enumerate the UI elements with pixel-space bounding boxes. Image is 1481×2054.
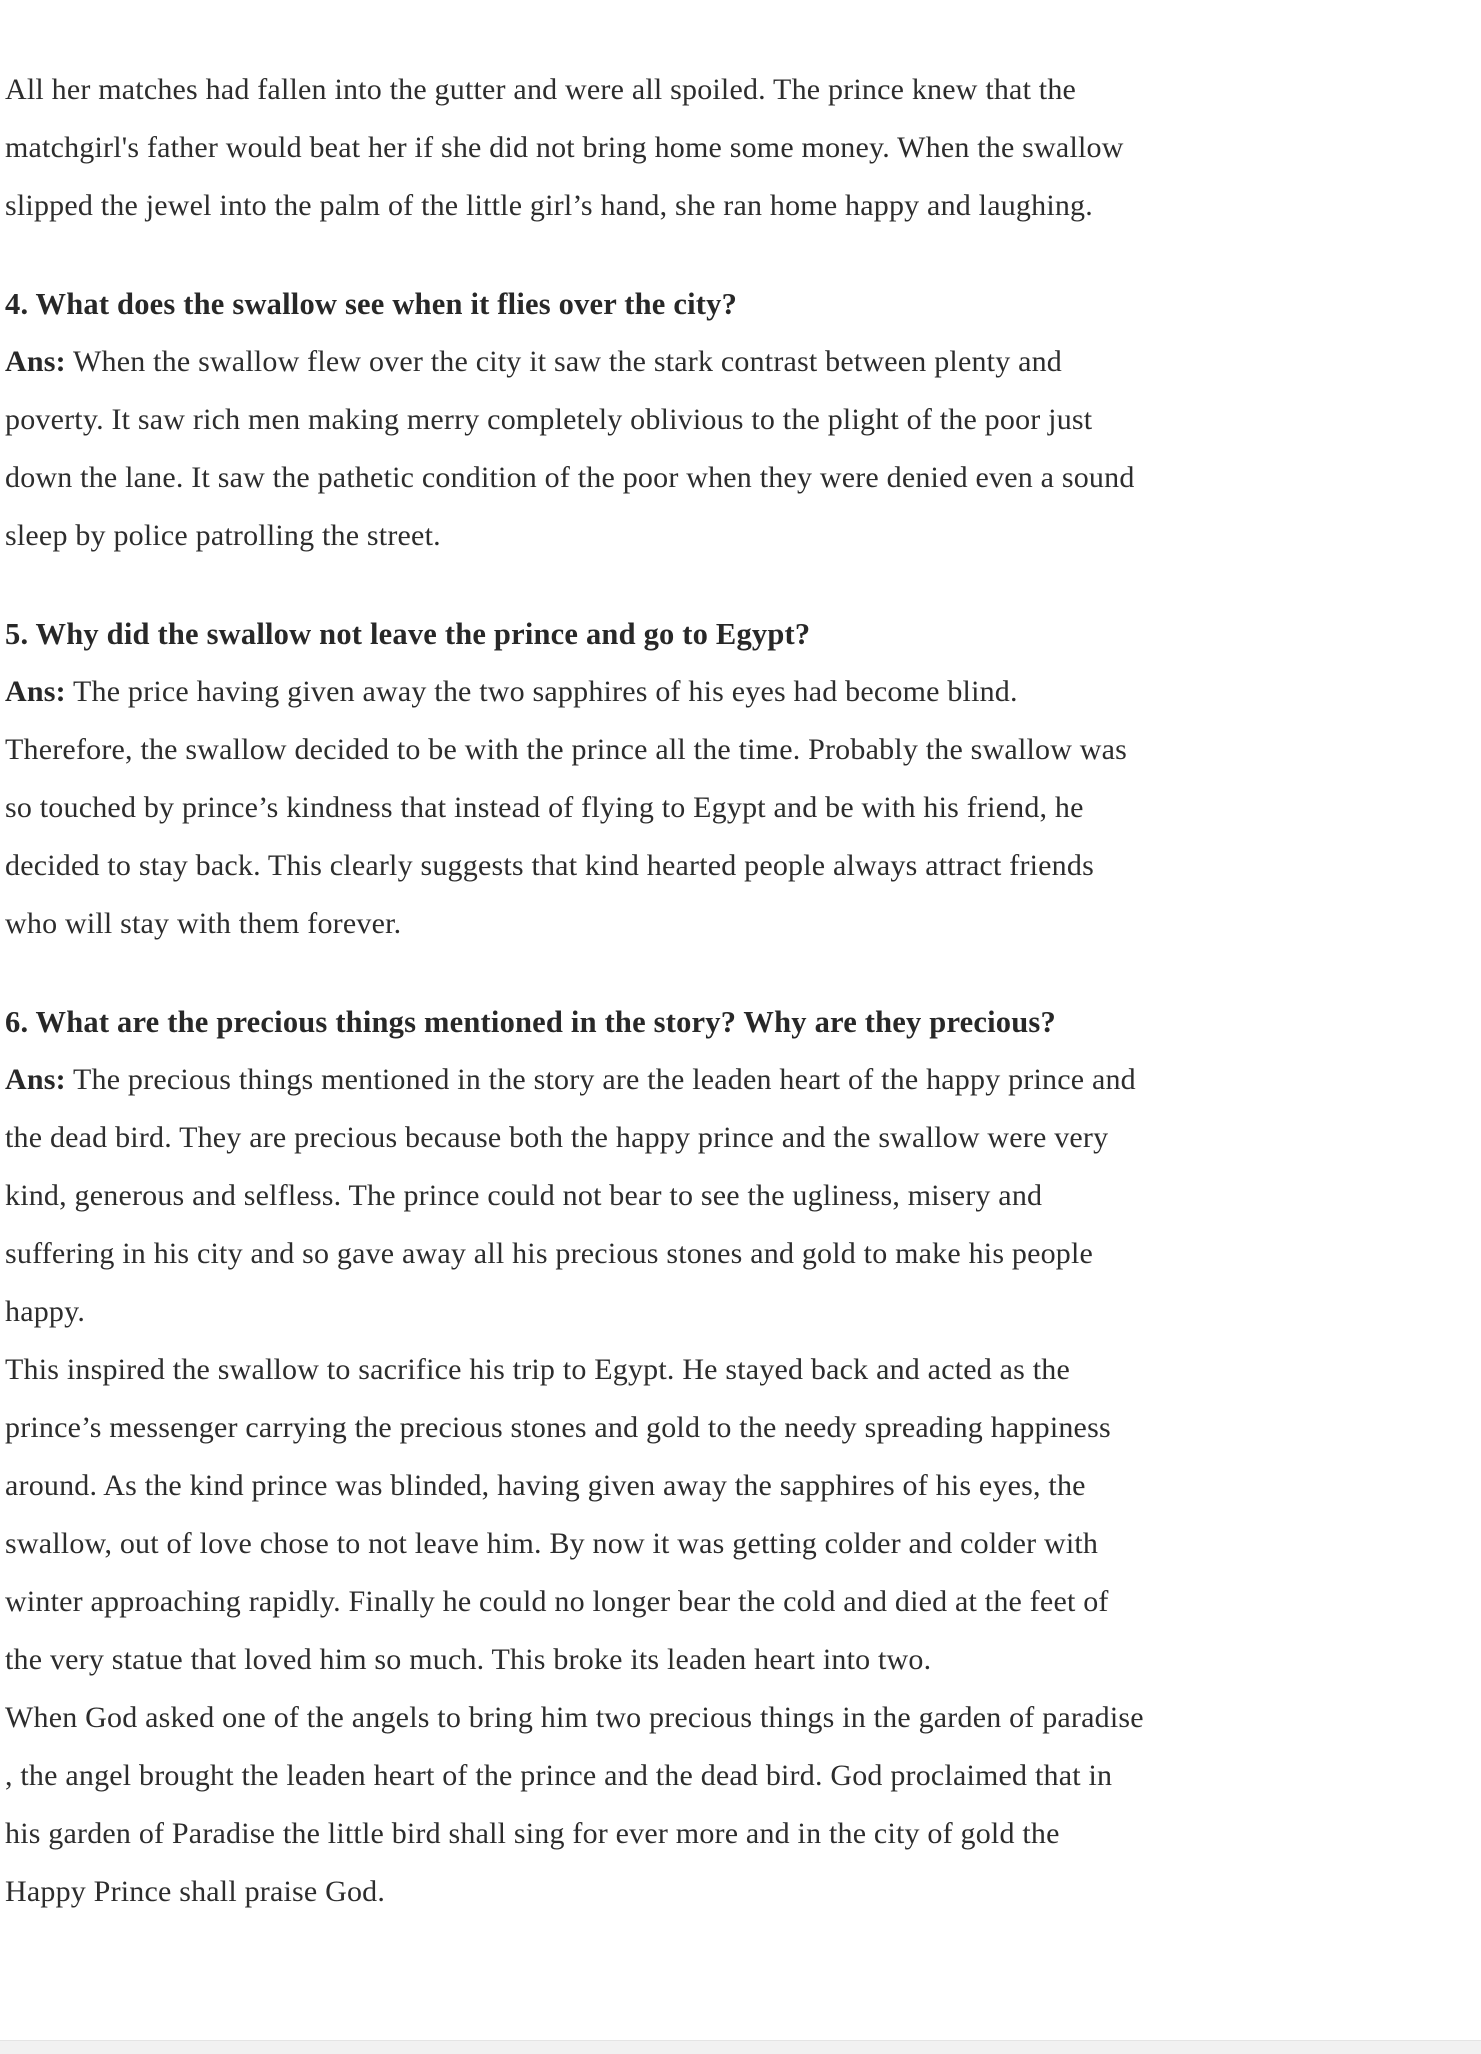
answer-paragraph [5, 1051, 1475, 1921]
page-bottom-bar [0, 2040, 1481, 2054]
text-line: All her matches had fallen into the gutter and were all spoiled. The prince knew that the [5, 73, 1077, 106]
text-line: prince’s messenger carrying the precious stones and gold to the needy spreading happiness [5, 1411, 1111, 1444]
text-line: swallow, out of love chose to not leave him. By now it was getting colder and colder with [5, 1527, 1099, 1560]
text-line: kind, generous and selfless. The prince could not bear to see the ugliness, misery and [5, 1179, 1043, 1212]
text-line: happy. [5, 1295, 86, 1328]
answer-label: Ans: [5, 345, 66, 378]
answer-label: Ans: [5, 1063, 66, 1096]
text-line: decided to stay back. This clearly suggests that kind hearted people always attract friends [5, 849, 1094, 882]
text-line: the very statue that loved him so much. This broke its leaden heart into two. [5, 1643, 932, 1676]
text-line: winter approaching rapidly. Finally he could no longer bear the cold and died at the feet of [5, 1585, 1109, 1618]
text-line: Therefore, the swallow decided to be with the prince all the time. Probably the swallow was [5, 733, 1128, 766]
text-line: , the angel brought the leaden heart of the prince and the dead bird. God proclaimed that in [5, 1759, 1113, 1792]
text-line: around. As the kind prince was blinded, having given away the sapphires of his eyes, the [5, 1469, 1086, 1502]
text-line: down the lane. It saw the pathetic condition of the poor when they were denied even a sound [5, 461, 1135, 494]
text-line: the dead bird. They are precious because both the happy prince and the swallow were very [5, 1121, 1109, 1154]
question-heading: 6. What are the precious things mentioned in the story? Why are they precious? [5, 1005, 1056, 1039]
text-line: This inspired the swallow to sacrifice his trip to Egypt. He stayed back and acted as the [5, 1353, 1071, 1386]
text-line: suffering in his city and so gave away all his precious stones and gold to make his people [5, 1237, 1094, 1270]
text-line: Ans: When the swallow flew over the city it saw the stark contrast between plenty and [5, 345, 1063, 378]
question-heading: 4. What does the swallow see when it flies over the city? [5, 287, 738, 321]
text-line: so touched by prince’s kindness that instead of flying to Egypt and be with his friend, he [5, 791, 1084, 824]
text-line: matchgirl's father would beat her if she did not bring home some money. When the swallow [5, 131, 1124, 164]
paragraph [5, 61, 1475, 235]
answer-label: Ans: [5, 675, 66, 708]
text-line: Ans: The price having given away the two sapphires of his eyes had become blind. [5, 675, 1018, 708]
text-line: Ans: The precious things mentioned in the story are the leaden heart of the happy prince and [5, 1063, 1136, 1096]
question-heading: 5. Why did the swallow not leave the prince and go to Egypt? [5, 617, 811, 651]
text-line: who will stay with them forever. [5, 907, 402, 940]
text-line: his garden of Paradise the little bird shall sing for ever more and in the city of gold the [5, 1817, 1060, 1850]
text-line: When God asked one of the angels to bring him two precious things in the garden of paradise [5, 1701, 1144, 1734]
answer-paragraph [5, 333, 1475, 565]
text-line: sleep by police patrolling the street. [5, 519, 441, 552]
text-line: poverty. It saw rich men making merry completely oblivious to the plight of the poor just [5, 403, 1093, 436]
answer-paragraph [5, 663, 1475, 953]
text-line: slipped the jewel into the palm of the little girl’s hand, she ran home happy and laughing. [5, 189, 1093, 222]
text-line: Happy Prince shall praise God. [5, 1875, 386, 1908]
